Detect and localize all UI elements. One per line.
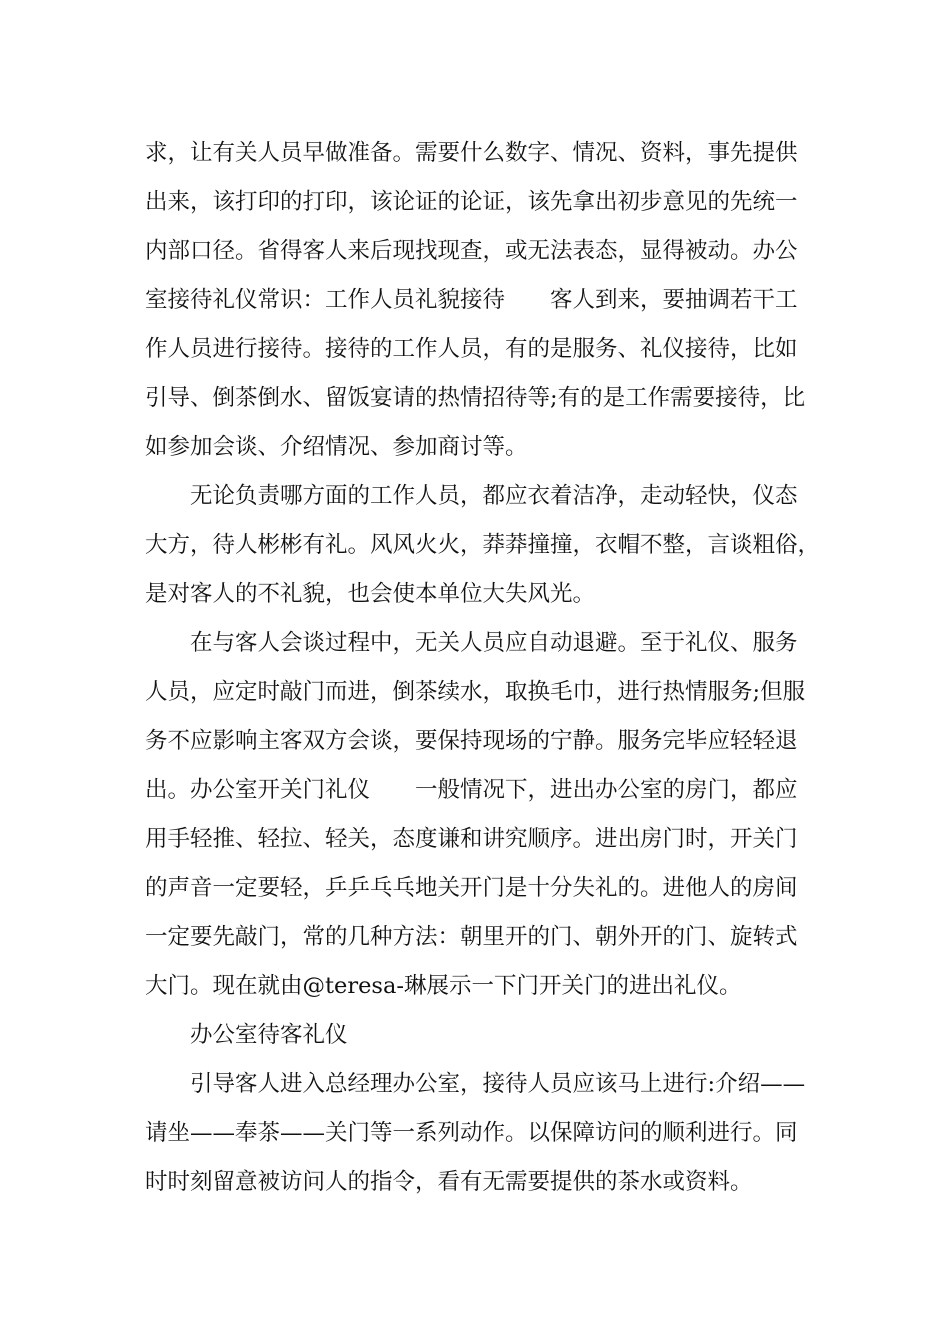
body-text [145,129,821,1207]
text-line: 是对客人的不礼貌，也会使本单位大失风光。 [145,581,596,607]
text-line: 时时刻留意被访问人的指令，看有无需要提供的茶水或资料。 [145,1169,753,1195]
text-line: 一定要先敲门，常的几种方法：朝里开的门、朝外开的门、旋转式 [145,924,798,950]
text-line: 出来，该打印的打印，该论证的论证，该先拿出初步意见的先统一 [145,189,798,215]
text-line: 内部口径。省得客人来后现找现查，或无法表态，显得被动。办公 [145,238,798,264]
text-line: 如参加会谈、介绍情况、参加商讨等。 [145,434,528,460]
text-line: 引导、倒茶倒水、留饭宴请的热情招待等;有的是工作需要接待，比 [145,385,806,411]
text-line: 请坐——奉茶——关门等一系列动作。以保障访问的顺利进行。同 [145,1120,798,1146]
text-line: 引导客人进入总经理办公室，接待人员应该马上进行:介绍—— [145,1071,806,1097]
text-line: 的声音一定要轻，乒乒乓乓地关开门是十分失礼的。进他人的房间 [145,875,798,901]
text-line: 出。办公室开关门礼仪 一般情况下，进出办公室的房门，都应 [145,777,798,803]
text-line: 作人员进行接待。接待的工作人员，有的是服务、礼仪接待，比如 [145,336,798,362]
text-line: 大门。现在就由@teresa-琳展示一下门开关门的进出礼仪。 [145,973,742,999]
section-heading: 办公室待客礼仪 [145,1022,348,1048]
text-line: 用手轻推、轻拉、轻关，态度谦和讲究顺序。进出房门时，开关门 [145,826,798,852]
text-line: 大方，待人彬彬有礼。风风火火，莽莽撞撞，衣帽不整，言谈粗俗， [145,532,821,558]
text-line: 求，让有关人员早做准备。需要什么数字、情况、资料，事先提供 [145,140,798,166]
text-line: 人员，应定时敲门而进，倒茶续水，取换毛巾，进行热情服务;但服 [145,679,806,705]
text-line: 室接待礼仪常识：工作人员礼貌接待 客人到来，要抽调若干工 [145,287,798,313]
text-line: 无论负责哪方面的工作人员，都应衣着洁净，走动轻快，仪态 [145,483,798,509]
text-line: 务不应影响主客双方会谈，要保持现场的宁静。服务完毕应轻轻退 [145,728,798,754]
text-line: 在与客人会谈过程中，无关人员应自动退避。至于礼仪、服务 [145,630,798,656]
